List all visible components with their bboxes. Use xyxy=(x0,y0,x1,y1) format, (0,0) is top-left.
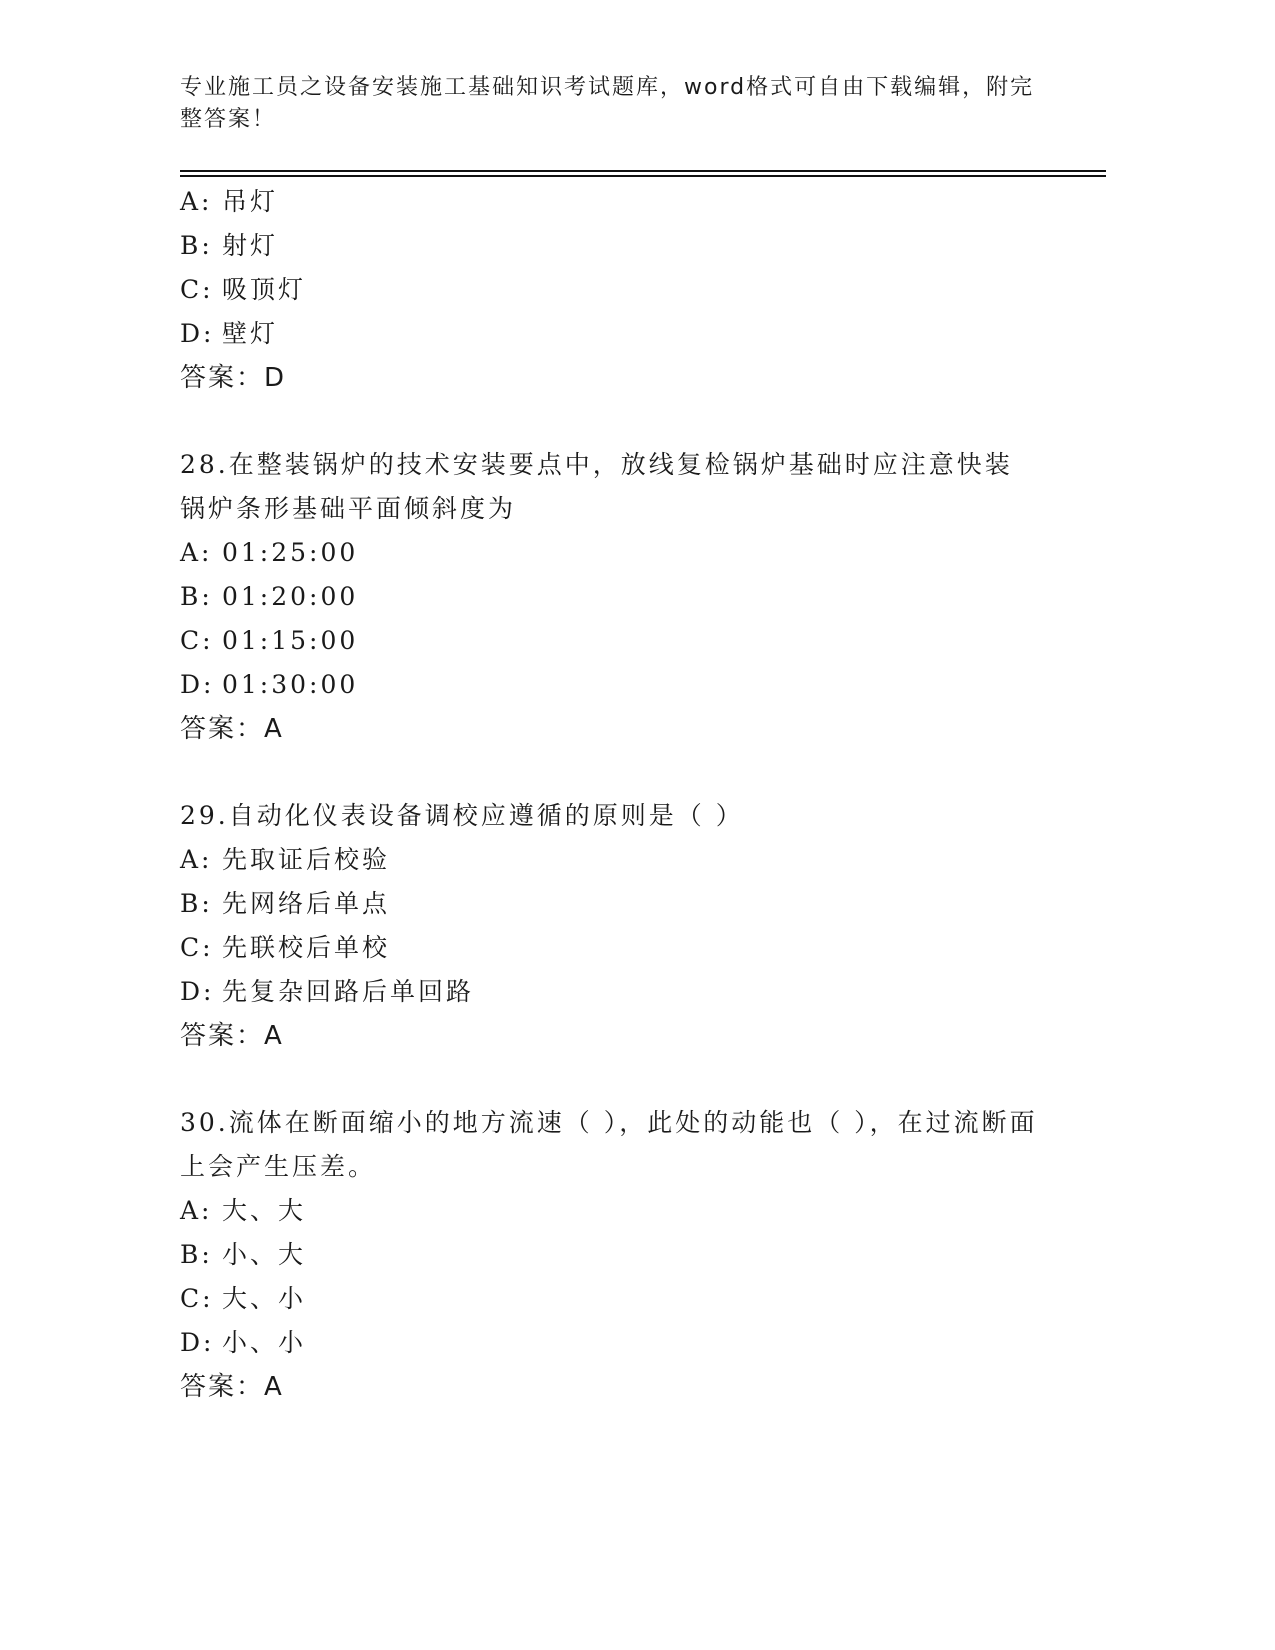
option-letter: C: xyxy=(180,933,214,962)
option-letter: D: xyxy=(180,319,215,348)
option-b xyxy=(180,1233,1060,1277)
option-letter: A: xyxy=(180,1196,213,1225)
question-30 xyxy=(180,1101,1060,1409)
option-b xyxy=(180,224,1060,268)
option-letter: A: xyxy=(180,538,213,567)
answer-line: 答案：A xyxy=(180,1372,284,1402)
option-letter: C: xyxy=(180,1284,214,1313)
header-rule-bottom xyxy=(180,175,1106,177)
option-text: 01:20:00 xyxy=(222,582,359,611)
option-text: 01:30:00 xyxy=(222,670,359,699)
option-letter: D: xyxy=(180,1328,215,1357)
option-letter: B: xyxy=(180,582,213,611)
question-stem: 30.流体在断面缩小的地方流速（ ），此处的动能也（ ），在过流断面上会产生压差。 xyxy=(180,1108,1038,1181)
option-text: 先取证后校验 xyxy=(222,845,391,874)
option-b xyxy=(180,575,1060,619)
option-c xyxy=(180,619,1060,663)
option-letter: C: xyxy=(180,275,214,304)
answer-line: 答案：D xyxy=(180,363,287,393)
option-b xyxy=(180,882,1060,926)
option-text: 01:25:00 xyxy=(222,538,359,567)
option-text: 小、小 xyxy=(222,1328,307,1357)
spacer xyxy=(180,751,1060,794)
option-c xyxy=(180,268,1060,312)
option-letter: B: xyxy=(180,889,213,918)
option-text: 射灯 xyxy=(222,231,279,260)
option-text: 吸顶灯 xyxy=(222,275,307,304)
option-c xyxy=(180,1277,1060,1321)
option-text: 01:15:00 xyxy=(222,626,359,655)
option-letter: D: xyxy=(180,977,215,1006)
option-text: 先网络后单点 xyxy=(222,889,391,918)
question-28 xyxy=(180,443,1060,751)
option-a xyxy=(180,180,1060,224)
option-text: 先复杂回路后单回路 xyxy=(222,977,475,1006)
question-stem: 29.自动化仪表设备调校应遵循的原则是（ ） xyxy=(180,801,744,830)
option-text: 先联校后单校 xyxy=(222,933,391,962)
question-29 xyxy=(180,794,1060,1058)
spacer xyxy=(180,400,1060,443)
option-letter: A: xyxy=(180,187,213,216)
option-letter: C: xyxy=(180,626,214,655)
option-text: 壁灯 xyxy=(222,319,279,348)
option-c xyxy=(180,926,1060,970)
answer-line: 答案：A xyxy=(180,714,284,744)
option-letter: D: xyxy=(180,670,215,699)
option-d xyxy=(180,1321,1060,1365)
question-list xyxy=(180,180,1060,1409)
option-letter: A: xyxy=(180,845,213,874)
option-text: 大、小 xyxy=(222,1284,307,1313)
option-d xyxy=(180,312,1060,356)
answer-line: 答案：A xyxy=(180,1021,284,1051)
option-text: 吊灯 xyxy=(222,187,279,216)
question-stem: 28.在整装锅炉的技术安装要点中，放线复检锅炉基础时应注意快装锅炉条形基础平面倾斜度为 xyxy=(180,450,1013,523)
option-letter: B: xyxy=(180,1240,213,1269)
option-letter: B: xyxy=(180,231,213,260)
document-header: 专业施工员之设备安装施工基础知识考试题库，word格式可自由下载编辑，附完整答案！ xyxy=(180,75,1035,132)
option-a xyxy=(180,1189,1060,1233)
option-text: 小、大 xyxy=(222,1240,307,1269)
option-a xyxy=(180,838,1060,882)
spacer xyxy=(180,1058,1060,1101)
option-d xyxy=(180,970,1060,1014)
option-d xyxy=(180,663,1060,707)
option-text: 大、大 xyxy=(222,1196,307,1225)
option-a xyxy=(180,531,1060,575)
header-rule-top xyxy=(180,170,1106,172)
question-27-continued xyxy=(180,180,1060,400)
